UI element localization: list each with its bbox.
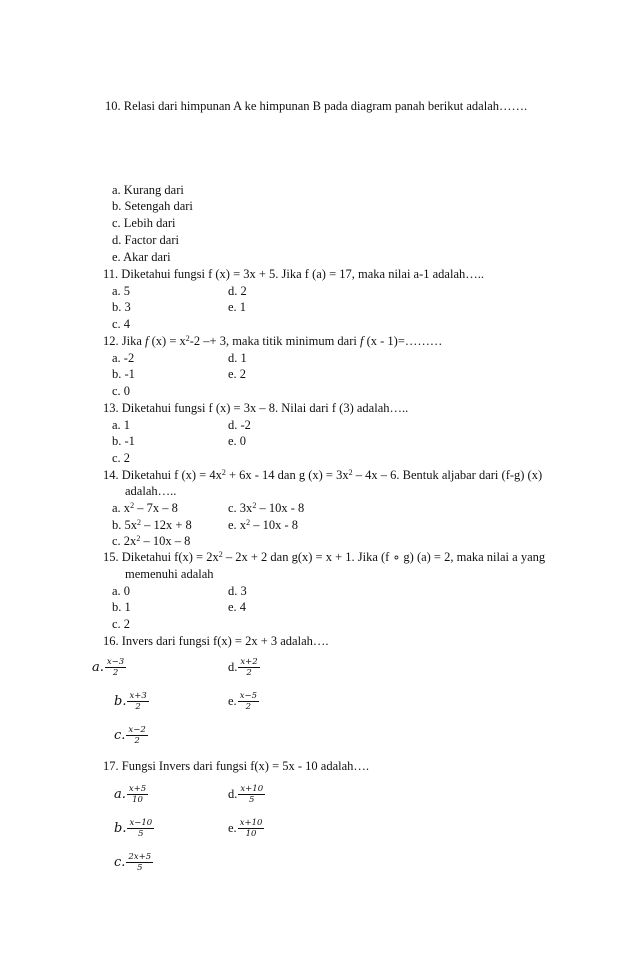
question-17-text: 17. Fungsi Invers dari fungsi f(x) = 5x - 10 adalah…. xyxy=(103,759,370,773)
q13-option-e: e. 0 xyxy=(228,434,247,448)
q11-option-a: a. 5 xyxy=(112,284,131,298)
q13-option-a: a. 1 xyxy=(112,418,131,432)
q11-option-b: b. 3 xyxy=(112,300,131,314)
q13-option-b: b. -1 xyxy=(112,434,135,448)
q15-option-c: c. 2 xyxy=(112,617,131,631)
question-15-text-cont: memenuhi adalah xyxy=(125,567,214,581)
q16-option-e: e. $\frac{x-5}{2}$ xyxy=(228,691,258,712)
q11-option-c: c. 4 xyxy=(112,317,131,331)
q13-option-d: d. -2 xyxy=(228,418,251,432)
q11-option-d: d. 2 xyxy=(228,284,247,298)
q15-option-b: b. 1 xyxy=(112,600,131,614)
q13-option-c: c. 2 xyxy=(112,451,131,465)
q12-option-b: b. -1 xyxy=(112,367,135,381)
q15-option-d: d. 3 xyxy=(228,584,247,598)
q15-option-a: a. 0 xyxy=(112,584,131,598)
question-14-text: 14. Diketahui f $(x) = 4x^2 + 6x - 14$ dan g $(x) = 3x^2 - 4x - 6$. Bentuk aljabar dari (f-g) (x) xyxy=(103,468,543,482)
q12-option-d: d. 1 xyxy=(228,351,247,365)
question-15-text: 15. Diketahui $f(x) = 2x^2 - 2x + 2$ dan g(x) = x + 1. Jika (f ∘ g) (a) = 2, maka nilai a yang xyxy=(103,550,546,564)
q16-option-d: d. $\frac{x+2}{2}$ xyxy=(228,657,258,678)
q14-option-b: b. $5x^2 - 12x + 8$ xyxy=(112,518,192,532)
q16-option-a: a. $\frac{x-3}{2}$ xyxy=(92,657,125,678)
q17-option-d: d. $\frac{x+10}{5}$ xyxy=(228,784,264,805)
question-12-text: 12. Jika f $(x) = x^2-2 -+ 3$, maka titik minimum dari f (x - 1)=……… xyxy=(103,334,443,348)
q10-option-c: c. Lebih dari xyxy=(112,216,176,230)
q17-option-a: a. $\frac{x+5}{10}$ xyxy=(114,784,147,805)
q14-option-a: a. $x^2 - 7x - 8$ xyxy=(112,501,178,515)
question-13-text: 13. Diketahui fungsi f (x) = 3x – 8. Nilai dari f (3) adalah….. xyxy=(103,401,409,415)
q11-option-e: e. 1 xyxy=(228,300,247,314)
q17-option-c: c. $\frac{2x+5}{5}$ xyxy=(114,852,152,873)
question-16-text: 16. Invers dari fungsi f(x) = 2x + 3 adalah…. xyxy=(103,634,329,648)
q14-option-c: c. $2x^2 - 10x - 8$ xyxy=(112,534,191,548)
question-14-text-cont: adalah….. xyxy=(125,484,177,498)
q16-option-b: b. $\frac{x+3}{2}$ xyxy=(114,691,147,712)
question-11-text: 11. Diketahui fungsi f (x) = 3x + 5. Jika f (a) = 17, maka nilai a-1 adalah….. xyxy=(103,267,484,281)
q12-option-e: e. 2 xyxy=(228,367,247,381)
q10-option-a: a. Kurang dari xyxy=(112,183,184,197)
q12-option-c: c. 0 xyxy=(112,384,131,398)
q16-option-c: c. $\frac{x-2}{2}$ xyxy=(114,725,146,746)
q10-option-b: b. Setengah dari xyxy=(112,199,193,213)
q12-option-a: a. -2 xyxy=(112,351,135,365)
q17-option-b: b. $\frac{x-10}{5}$ xyxy=(114,818,153,839)
q10-option-d: d. Factor dari xyxy=(112,233,179,247)
question-10-text: 10. Relasi dari himpunan A ke himpunan B pada diagram panah berikut adalah……. xyxy=(105,99,528,113)
q14-option-e: e. $x^2 - 10x - 8$ xyxy=(228,518,298,532)
q15-option-e: e. 4 xyxy=(228,600,247,614)
q10-option-e: e. Akar dari xyxy=(112,250,171,264)
q17-option-e: e. $\frac{x+10}{10}$ xyxy=(228,818,263,839)
q14-option-c-right: c. $3x^2 - 10x - 8$ xyxy=(228,501,305,515)
